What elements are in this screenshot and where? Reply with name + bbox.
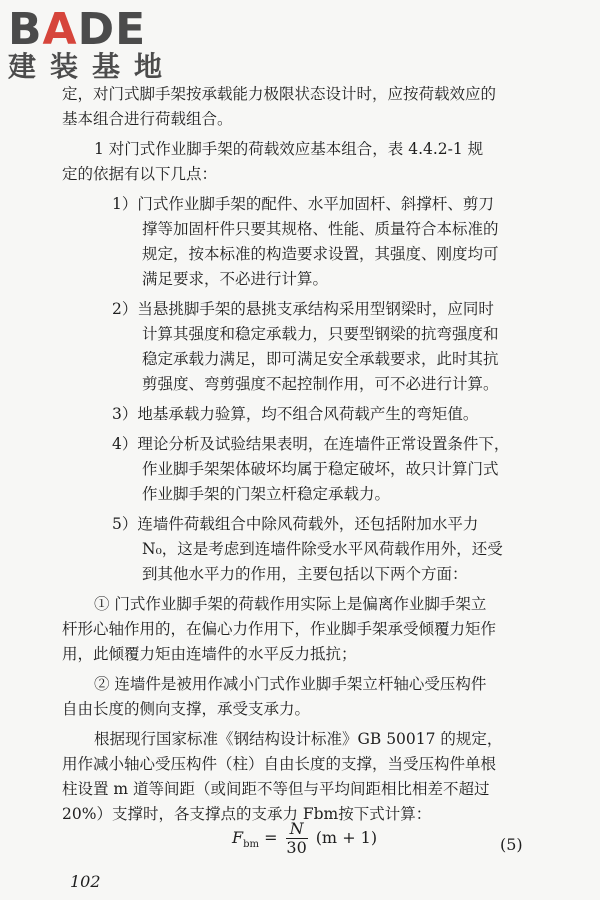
text-line: 基本组合进行荷载组合。 xyxy=(62,110,233,128)
logo-wordmark: BADE xyxy=(8,4,147,55)
list-item-line: 撑等加固杆件只要其规格、性能、质量符合本标准的 xyxy=(142,220,499,238)
formula-lhs: F xyxy=(232,828,244,847)
list-item-line: 作业脚手架的门架立杆稳定承载力。 xyxy=(142,485,391,503)
list-item-line: 稳定承载力满足，即可满足安全承载要求，此时其抗 xyxy=(142,350,499,368)
text-line: 20%）支撑时，各支撑点的支承力 Fbm按下式计算： xyxy=(62,805,432,823)
list-item-line: 规定，按本标准的构造要求设置，其强度、刚度均可 xyxy=(142,245,499,263)
page-number: 102 xyxy=(70,872,101,891)
logo-subtitle: 建装基地 xyxy=(8,50,177,83)
formula-equals: = xyxy=(264,828,278,847)
text-line: ② 连墙件是被用作减小门式作业脚手架立杆轴心受压构件 xyxy=(94,675,487,693)
text-line: 用，此倾覆力矩由连墙件的水平反力抵抗； xyxy=(62,645,357,663)
list-item-line: 满足要求，不必进行计算。 xyxy=(142,270,329,288)
formula-numerator: N xyxy=(286,820,308,839)
list-item-line: 剪强度、弯剪强度不起控制作用，可不必进行计算。 xyxy=(142,375,499,393)
equation-number: (5) xyxy=(500,835,523,854)
formula-lhs-subscript: bm xyxy=(243,839,259,851)
list-item-line: 1）门式作业脚手架的配件、水平加固杆、斜撑杆、剪刀 xyxy=(112,195,494,213)
list-item-line: N₀，这是考虑到连墙件除受水平风荷载作用外，还受 xyxy=(142,540,503,558)
text-line: 根据现行国家标准《钢结构设计标准》GB 50017 的规定， xyxy=(94,730,503,748)
list-item-line: 到其他水平力的作用，主要包括以下两个方面： xyxy=(142,565,468,583)
formula-block xyxy=(232,820,532,870)
text-line: 定的依据有以下几点： xyxy=(62,165,218,183)
formula-denominator: 30 xyxy=(286,838,307,857)
text-line: 用作减小轴心受压构件（柱）自由长度的支撑，当受压构件单根 xyxy=(62,755,497,773)
list-item-line: 2）当悬挑脚手架的悬挑支承结构采用型钢梁时，应同时 xyxy=(112,300,494,318)
text-line: 自由长度的侧向支撑，承受支承力。 xyxy=(62,700,311,718)
text-line: 杆形心轴作用的，在偏心力作用下，作业脚手架承受倾覆力矩作 xyxy=(62,620,497,638)
formula-fraction xyxy=(286,820,308,857)
list-item-line: 作业脚手架架体破坏均属于稳定破坏，故只计算门式 xyxy=(142,460,499,478)
list-item-line: 4）理论分析及试验结果表明，在连墙件正常设置条件下， xyxy=(112,435,510,453)
list-item-line: 5）连墙件荷载组合中除风荷载外，还包括附加水平力 xyxy=(112,515,479,533)
bade-logo xyxy=(8,6,176,82)
text-line: 1 对门式作业脚手架的荷载效应基本组合，表 4.4.2-1 规 xyxy=(94,140,484,158)
text-line: 柱设置 m 道等间距（或间距不等但与平均间距相比相差不超过 xyxy=(62,780,490,798)
list-item-line: 计算其强度和稳定承载力，只要型钢梁的抗弯强度和 xyxy=(142,325,499,343)
formula-rhs: (m + 1) xyxy=(315,828,378,847)
text-line: 定，对门式脚手架按承载能力极限状态设计时，应按荷载效应的 xyxy=(62,85,497,103)
text-line: ① 门式作业脚手架的荷载作用实际上是偏离作业脚手架立 xyxy=(94,595,487,613)
list-item-line: 3）地基承载力验算，均不组合风荷载产生的弯矩值。 xyxy=(112,405,479,423)
